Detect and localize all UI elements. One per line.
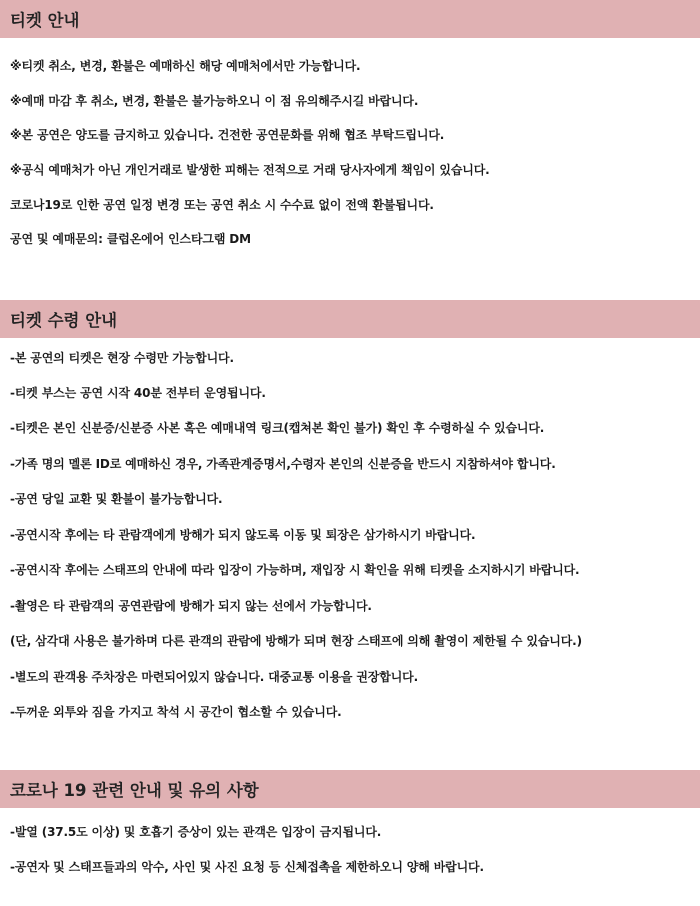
ticket-info-line: 공연 및 예매문의: 클럽온에어 인스타그램 DM [10, 232, 251, 246]
section-title-ticket-pickup: 티켓 수령 안내 [0, 300, 700, 338]
ticket-info-line: ※티켓 취소, 변경, 환불은 예매하신 해당 예매처에서만 가능합니다. [10, 59, 361, 73]
ticket-pickup-line: -공연시작 후에는 스태프의 안내에 따라 입장이 가능하며, 재입장 시 확인을 위해 티켓을 소지하시기 바랍니다. [10, 563, 580, 577]
ticket-pickup-line: -공연시작 후에는 타 관람객에게 방해가 되지 않도록 이동 및 퇴장은 삼가하시기 바랍니다. [10, 528, 476, 542]
ticket-pickup-line: -가족 명의 멜론 ID로 예매하신 경우, 가족관계증명서,수령자 본인의 신분증을 반드시 지참하셔야 합니다. [10, 457, 556, 471]
ticket-pickup-line: -본 공연의 티켓은 현장 수령만 가능합니다. [10, 351, 234, 365]
ticket-info-line: ※본 공연은 양도를 금지하고 있습니다. 건전한 공연문화를 위해 협조 부탁드립니다. [10, 128, 445, 142]
ticket-info-line: ※예매 마감 후 취소, 변경, 환불은 불가능하오니 이 점 유의해주시길 바랍니다. [10, 94, 419, 108]
ticket-info-line: 코로나19로 인한 공연 일정 변경 또는 공연 취소 시 수수료 없이 전액 환불됩니다. [10, 198, 434, 212]
ticket-pickup-section [0, 300, 700, 719]
ticket-pickup-line: -촬영은 타 관람객의 공연관람에 방해가 되지 않는 선에서 가능합니다. [10, 599, 372, 613]
ticket-pickup-line: (단, 삼각대 사용은 불가하며 다른 관객의 관람에 방해가 되며 현장 스태프에 의해 촬영이 제한될 수 있습니다.) [10, 634, 582, 648]
section-title-ticket-info: 티켓 안내 [0, 0, 700, 38]
section-title-covid-notice: 코로나 19 관련 안내 및 유의 사항 [0, 770, 700, 808]
ticket-pickup-line: -공연 당일 교환 및 환불이 불가능합니다. [10, 492, 223, 506]
ticket-pickup-line: -두꺼운 외투와 짐을 가지고 착석 시 공간이 협소할 수 있습니다. [10, 705, 342, 719]
covid-notice-section [0, 770, 700, 874]
covid-notice-line: -공연자 및 스태프들과의 악수, 사인 및 사진 요청 등 신체접촉을 제한하오니 양해 바랍니다. [10, 860, 484, 874]
ticket-pickup-line: -별도의 관객용 주차장은 마련되어있지 않습니다. 대중교통 이용을 권장합니다. [10, 670, 418, 684]
ticket-pickup-line: -티켓 부스는 공연 시작 40분 전부터 운영됩니다. [10, 386, 266, 400]
covid-notice-line: -발열 (37.5도 이상) 및 호흡기 증상이 있는 관객은 입장이 금지됩니다. [10, 825, 382, 839]
ticket-pickup-line: -티켓은 본인 신분증/신분증 사본 혹은 예매내역 링크(캡쳐본 확인 불가) 확인 후 수령하실 수 있습니다. [10, 421, 545, 435]
ticket-info-line: ※공식 예매처가 아닌 개인거래로 발생한 피해는 전적으로 거래 당사자에게 책임이 있습니다. [10, 163, 490, 177]
ticket-info-section [0, 0, 700, 246]
